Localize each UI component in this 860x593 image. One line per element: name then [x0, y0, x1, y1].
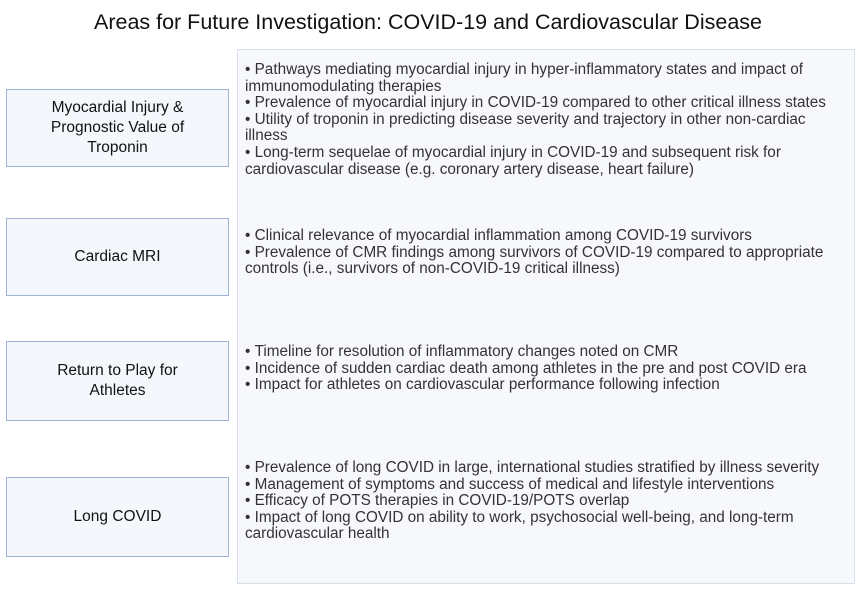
bullet-item: • Impact for athletes on cardiovascular performance following infection	[245, 377, 850, 394]
section-bullets-long-covid	[245, 460, 850, 543]
bullet-item: • Clinical relevance of myocardial inflammation among COVID-19 survivors	[245, 228, 850, 245]
section-bullets-return-to-play	[245, 344, 850, 394]
section-label-box-return-to-play	[6, 341, 229, 421]
section-bullets-cardiac-mri	[245, 228, 850, 278]
section-label-box-myocardial-injury	[6, 89, 229, 167]
bullet-item: • Prevalence of myocardial injury in COVID-19 compared to other critical illness states	[245, 95, 850, 112]
bullet-item: • Prevalence of long COVID in large, international studies stratified by illness severity	[245, 460, 850, 477]
bullet-item: • Management of symptoms and success of medical and lifestyle interventions	[245, 477, 850, 494]
bullet-item: • Incidence of sudden cardiac death among athletes in the pre and post COVID era	[245, 361, 850, 378]
diagram-title: Areas for Future Investigation: COVID-19 and Cardiovascular Disease	[93, 10, 762, 34]
bullet-item: • Pathways mediating myocardial injury in hyper-inflammatory states and impact of immunomodulating therapies	[245, 62, 850, 95]
section-label-box-long-covid	[6, 477, 229, 557]
bullet-item: • Utility of troponin in predicting disease severity and trajectory in other non-cardiac illness	[245, 112, 850, 145]
section-bullets-myocardial-injury	[245, 62, 850, 178]
bullet-item: • Prevalence of CMR findings among survivors of COVID-19 compared to appropriate controls (i.e., survivors of non-COVID-19 critical illness)	[245, 245, 850, 278]
bullet-item: • Impact of long COVID on ability to work, psychosocial well-being, and long-term cardiovascular health	[245, 510, 850, 543]
bullet-item: • Timeline for resolution of inflammatory changes noted on CMR	[245, 344, 850, 361]
bullet-item: • Long-term sequelae of myocardial injury in COVID-19 and subsequent risk for cardiovascular disease (e.g. coronary artery disease, heart failure)	[245, 145, 850, 178]
section-label: Cardiac MRI	[74, 248, 161, 265]
section-label: Long COVID	[73, 508, 162, 525]
section-label: Myocardial Injury & Prognostic Value of Troponin	[50, 99, 185, 156]
section-label: Return to Play for Athletes	[57, 362, 178, 399]
bullet-item: • Efficacy of POTS therapies in COVID-19/POTS overlap	[245, 493, 850, 510]
section-label-box-cardiac-mri	[6, 218, 229, 296]
